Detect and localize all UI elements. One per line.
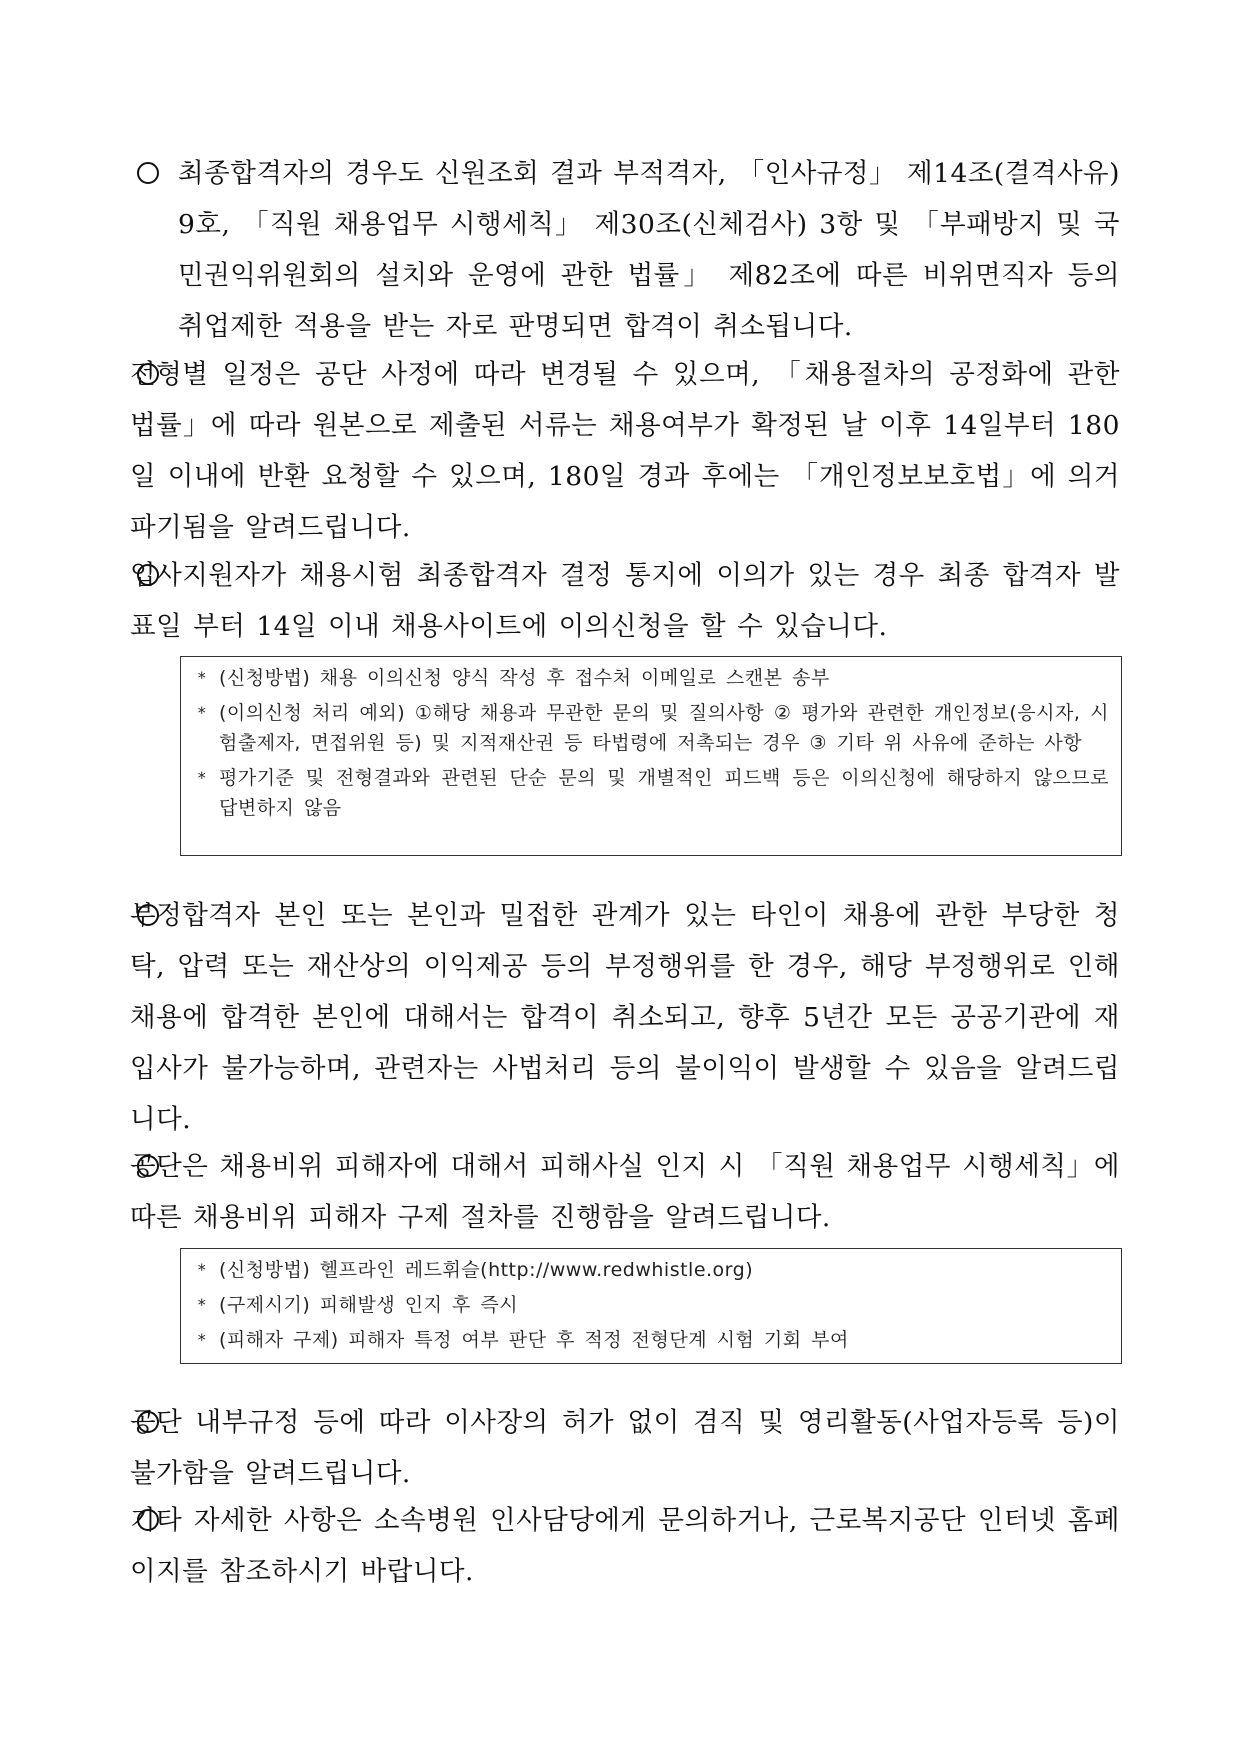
note-item-text: (구제시기) 피해발생 인지 후 즉시 bbox=[219, 1294, 519, 1316]
circle-bullet-icon bbox=[137, 1411, 159, 1433]
asterisk-marker: * bbox=[197, 703, 207, 722]
notice-paragraph bbox=[130, 1141, 1120, 1243]
note-item bbox=[191, 698, 1109, 758]
paragraph-text: 최종합격자의 경우도 신원조회 결과 부적격자, 「인사규정」 제14조(결격사유) 9호, 「직원 채용업무 시행세칙」 제30조(신체검사) 3항 및 「부패방지 및 국민권익위원회의 설치와 운영에 관한 법률」 제82조에 따른 비위면직자 등의 취업제한 적용을 받는 자로 판명되면 합격이 취소됩니다. bbox=[178, 158, 1120, 342]
notice-paragraph bbox=[130, 148, 1120, 352]
paragraph-text: 입사지원자가 채용시험 최종합격자 결정 통지에 이의가 있는 경우 최종 합격자 발표일 부터 14일 이내 채용사이트에 이의신청을 할 수 있습니다. bbox=[130, 560, 1120, 642]
asterisk-marker: * bbox=[197, 768, 207, 787]
notice-paragraph bbox=[130, 1495, 1120, 1597]
note-item-text: (이의신청 처리 예외) ①해당 채용과 무관한 문의 및 질의사항 ② 평가와 관련한 개인정보(응시자, 시험출제자, 면접위원 등) 및 지적재산권 등 타법령에 저촉되는 경우 ③ 기타 위 사유에 준하는 사항 bbox=[219, 702, 1109, 754]
note-item bbox=[191, 1325, 1109, 1355]
note-item-text: 평가기준 및 전형결과와 관련된 단순 문의 및 개별적인 피드백 등은 이의신청에 해당하지 않으므로 답변하지 않음 bbox=[219, 767, 1109, 819]
paragraph-text: 공단은 채용비위 피해자에 대해서 피해사실 인지 시 「직원 채용업무 시행세칙」에 따른 채용비위 피해자 구제 절차를 진행함을 알려드립니다. bbox=[130, 1151, 1120, 1233]
circle-bullet-icon bbox=[137, 904, 159, 926]
paragraph-text: 기타 자세한 사항은 소속병원 인사담당에게 문의하거나, 근로복지공단 인터넷 홈페이지를 참조하시기 바랍니다. bbox=[130, 1505, 1120, 1587]
asterisk-marker: * bbox=[197, 1260, 207, 1279]
circle-bullet-icon bbox=[137, 363, 159, 385]
circle-bullet-icon bbox=[137, 564, 159, 586]
paragraph-text: 공단 내부규정 등에 따라 이사장의 허가 없이 겸직 및 영리활동(사업자등록 등)이 불가함을 알려드립니다. bbox=[130, 1407, 1120, 1489]
asterisk-marker: * bbox=[197, 1295, 207, 1314]
note-item bbox=[191, 763, 1109, 823]
notice-paragraph bbox=[130, 349, 1120, 553]
circle-bullet-icon bbox=[137, 1509, 159, 1531]
note-item-text: (신청방법) 채용 이의신청 양식 작성 후 접수처 이메일로 스캔본 송부 bbox=[219, 667, 830, 689]
asterisk-marker: * bbox=[197, 668, 207, 687]
asterisk-marker: * bbox=[197, 1330, 207, 1349]
notice-paragraph bbox=[130, 890, 1120, 1145]
note-item-text: (신청방법) 헬프라인 레드휘슬(http://www.redwhistle.org) bbox=[219, 1259, 754, 1281]
note-item-text: (피해자 구제) 피해자 특정 여부 판단 후 적정 전형단계 시험 기회 부여 bbox=[219, 1329, 849, 1351]
note-box bbox=[180, 1248, 1122, 1364]
note-box bbox=[180, 656, 1122, 856]
paragraph-text: 부정합격자 본인 또는 본인과 밀접한 관계가 있는 타인이 채용에 관한 부당한 청탁, 압력 또는 재산상의 이익제공 등의 부정행위를 한 경우, 해당 부정행위로 인해 채용에 합격한 본인에 대해서는 합격이 취소되고, 향후 5년간 모든 공공기관에 재입사가 불가능하며, 관련자는 사법처리 등의 불이익이 발생할 수 있음을 알려드립니다. bbox=[130, 900, 1120, 1135]
paragraph-text: 전형별 일정은 공단 사정에 따라 변경될 수 있으며, 「채용절차의 공정화에 관한 법률」에 따라 원본으로 제출된 서류는 채용여부가 확정된 날 이후 14일부터 180일 이내에 반환 요청할 수 있으며, 180일 경과 후에는 「개인정보보호법」에 의거 파기됨을 알려드립니다. bbox=[130, 359, 1120, 543]
note-item bbox=[191, 1255, 1109, 1285]
note-item bbox=[191, 1290, 1109, 1320]
circle-bullet-icon bbox=[137, 162, 159, 184]
circle-bullet-icon bbox=[137, 1155, 159, 1177]
notice-paragraph bbox=[130, 550, 1120, 652]
note-item bbox=[191, 663, 1109, 693]
notice-paragraph bbox=[130, 1397, 1120, 1499]
